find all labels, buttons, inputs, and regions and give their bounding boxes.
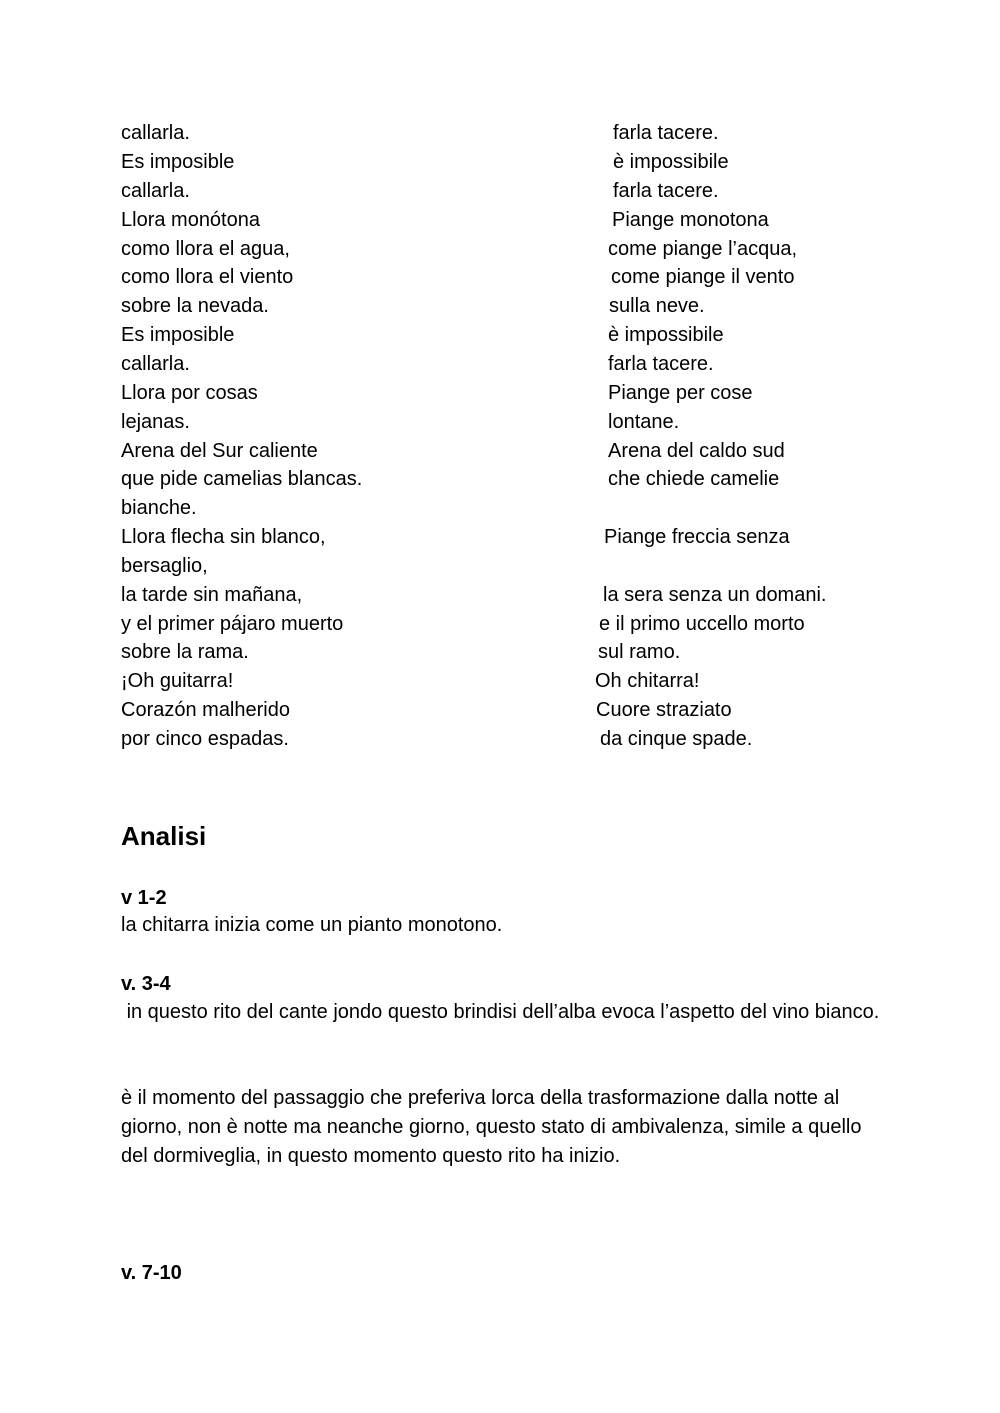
poem-line-it: farla tacere. [608, 353, 714, 375]
poem-line-it: è impossibile [608, 324, 724, 346]
poem-line-es: Llora por cosas [121, 382, 258, 404]
section-text-v1-2: la chitarra inizia come un pianto monotono. [121, 914, 503, 936]
poem-line-it: che chiede camelie [608, 468, 780, 490]
section-heading-v3-4: v. 3-4 [121, 973, 171, 995]
poem-line-es: sobre la nevada. [121, 295, 269, 317]
poem-line-es: Arena del Sur caliente [121, 440, 318, 462]
poem-line-it: lontane. [608, 411, 680, 433]
analysis-title: Analisi [121, 821, 207, 851]
poem-line-it: farla tacere. [613, 180, 719, 202]
poem-line-it: Piange freccia senza [604, 526, 790, 548]
poem-line-it: Piange per cose [608, 382, 753, 404]
poem-line-es: Corazón malherido [121, 699, 290, 721]
poem-line-it: Piange monotona [612, 209, 769, 231]
poem-line-it: Arena del caldo sud [608, 440, 785, 462]
poem-line-it: sul ramo. [598, 641, 681, 663]
poem-line-es: bianche. [121, 497, 197, 519]
poem-line-it: sulla neve. [609, 295, 705, 317]
poem-line-it: e il primo uccello morto [599, 613, 805, 635]
poem-line-es: y el primer pájaro muerto [121, 613, 344, 635]
poem-line-es: la tarde sin mañana, [121, 584, 303, 606]
section-text-v3-4-body: è il momento del passaggio che preferiva lorca della trasformazione dalla notte al giorno, non è notte ma neanche giorno, questo stato di ambivalenza, simile a quello del dormiveglia, in questo momento questo rito ha inizio. [121, 1087, 862, 1167]
poem-line-it: la sera senza un domani. [603, 584, 827, 606]
poem-line-es: bersaglio, [121, 555, 208, 577]
section-heading-v1-2: v 1-2 [121, 887, 167, 909]
poem-line-es: sobre la rama. [121, 641, 249, 663]
section-text-v3-4-intro: in questo rito del cante jondo questo brindisi dell’alba evoca l’aspetto del vino bianco. [121, 1001, 880, 1023]
poem-line-es: como llora el agua, [121, 238, 290, 260]
poem-line-es: callarla. [121, 353, 190, 375]
poem-line-es: callarla. [121, 180, 190, 202]
poem-line-es: Es imposible [121, 151, 235, 173]
poem-line-it: è impossibile [613, 151, 729, 173]
poem-line-it: farla tacere. [613, 122, 719, 144]
poem-line-es: Es imposible [121, 324, 235, 346]
poem-line-es: Llora monótona [121, 209, 260, 231]
poem-line-es: como llora el viento [121, 266, 294, 288]
poem-line-it: Oh chitarra! [595, 670, 700, 692]
poem-line-es: lejanas. [121, 411, 190, 433]
poem-line-es: que pide camelias blancas. [121, 468, 363, 490]
poem-line-it: come piange il vento [611, 266, 795, 288]
poem-line-es: Llora flecha sin blanco, [121, 526, 326, 548]
poem-line-it: da cinque spade. [600, 728, 753, 750]
poem-line-it: come piange l’acqua, [608, 238, 798, 260]
poem-line-it: Cuore straziato [596, 699, 732, 721]
poem-line-es: ¡Oh guitarra! [121, 670, 234, 692]
poem-line-es: callarla. [121, 122, 190, 144]
poem-line-es: por cinco espadas. [121, 728, 289, 750]
section-heading-v7-10: v. 7-10 [121, 1262, 182, 1284]
